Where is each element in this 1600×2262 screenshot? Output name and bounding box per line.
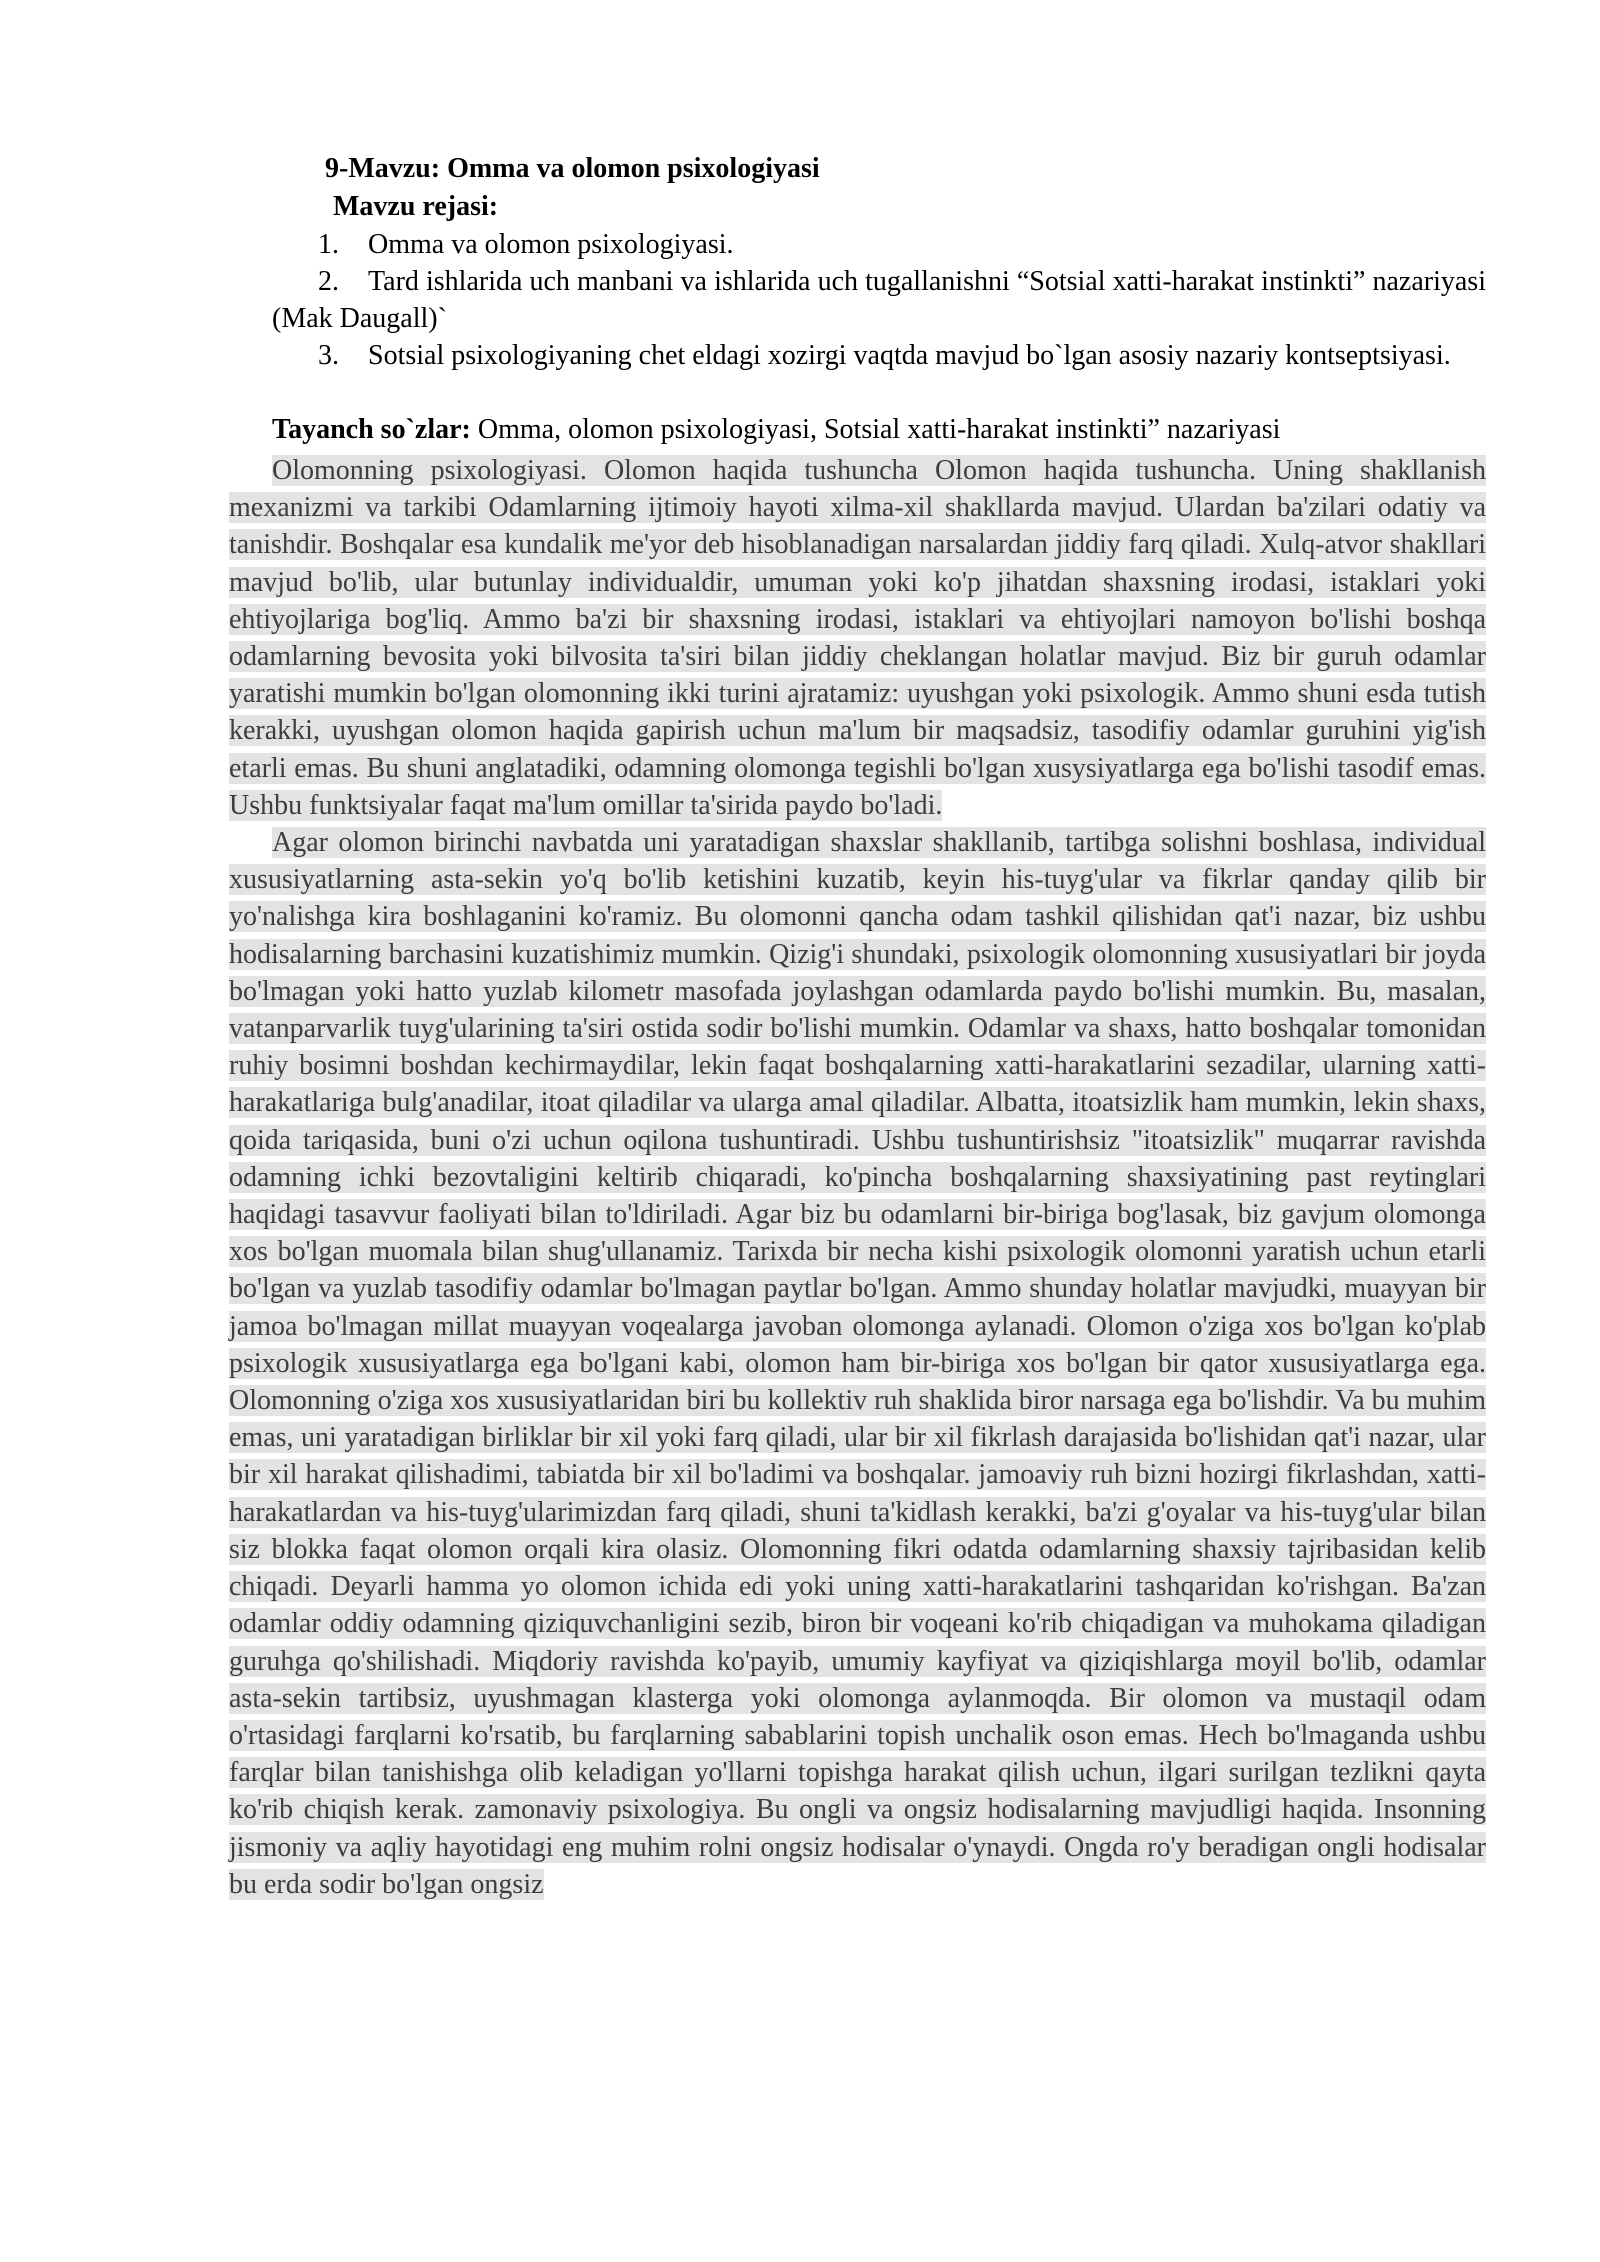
body-text <box>229 452 1486 1903</box>
plan-item-number: 1. <box>318 229 339 260</box>
page-title: 9-Mavzu: Omma va olomon psixologiyasi <box>325 153 820 184</box>
plan-item-text: Omma va olomon psixologiyasi. <box>368 229 734 260</box>
plan-item <box>272 226 1486 263</box>
plan-item <box>272 263 1486 337</box>
keywords-label: Tayanch so`zlar: <box>272 414 471 445</box>
plan-item-number: 3. <box>318 340 339 371</box>
plan-item-text: Sotsial psixologiyaning chet eldagi xozirgi vaqtda mavjud bo`lgan asosiy nazariy kontseptsiyasi. <box>368 340 1451 371</box>
plan-item <box>272 337 1486 374</box>
plan-item-text: Tard ishlarida uch manbani va ishlarida uch tugallanishni “Sotsial xatti-harakat instinkti” nazariyasi (Mak Daugall)` <box>272 266 1486 334</box>
body-paragraph <box>229 452 1486 824</box>
highlighted-paragraph-text: Olomonning psixologiyasi. Olomon haqida tushuncha Olomon haqida tushuncha. Uning shakllanish mexanizmi va tarkibi Odamlarning ijtimoiy hayoti xilma-xil shakllarda mavjud. Ulardan ba'zilari odatiy va tanishdir. Boshqalar esa kundalik me'yor deb hisoblanadigan narsalardan jiddiy farq qiladi. Xulq-atvor shakllari mavjud bo'lib, ular butunlay individualdir, umuman yoki ko'p jihatdan shaxsning irodasi, istaklari yoki ehtiyojlariga bog'liq. Ammo ba'zi bir shaxsning irodasi, istaklari va ehtiyojlari namoyon bo'lishi boshqa odamlarning bevosita yoki bilvosita ta'siri bilan jiddiy cheklangan holatlar mavjud. Biz bir guruh odamlar yaratishi mumkin bo'lgan olomonning ikki turini ajratamiz: uyushgan yoki psixologik. Ammo shuni esda tutish kerakki, uyushgan olomon haqida gapirish uchun ma'lum bir maqsadsiz, tasodifiy odamlar guruhini yig'ish etarli emas. Bu shuni anglatadiki, odamning olomonga tegishli bo'lgan xusysiyatlarga ega bo'lishi tasodif emas. Ushbu funktsiyalar faqat ma'lum omillar ta'sirida paydo bo'ladi. <box>229 455 1486 821</box>
plan-item-number: 2. <box>318 266 339 297</box>
body-paragraph <box>229 824 1486 1903</box>
keywords-text: Omma, olomon psixologiyasi, Sotsial xatti-harakat instinkti” nazariyasi <box>470 414 1281 445</box>
plan-list <box>272 226 1486 374</box>
plan-heading: Mavzu rejasi: <box>333 191 499 222</box>
highlighted-paragraph-text: Agar olomon birinchi navbatda uni yaratadigan shaxslar shakllanib, tartibga solishni boshlasa, individual xususiyatlarning asta-sekin yo'q bo'lib ketishini kuzatib, keyin his-tuyg'ular va fikrlar qanday qilib bir yo'nalishga kira boshlaganini ko'ramiz. Bu olomonni qancha odam tashkil qilishidan qat'i nazar, biz ushbu hodisalarning barchasini kuzatishimiz mumkin. Qizig'i shundaki, psixologik olomonning xususiyatlari bir joyda bo'lmagan yoki hatto yuzlab kilometr masofada joylashgan odamlarda paydo bo'lishi mumkin. Bu, masalan, vatanparvarlik tuyg'ularining ta'siri ostida sodir bo'lishi mumkin. Odamlar va shaxs, hatto boshqalar tomonidan ruhiy bosimni boshdan kechirmaydilar, lekin faqat boshqalarning xatti-harakatlarini sezadilar, ularning xatti-harakatlariga bulg'anadilar, itoat qiladilar va ularga amal qiladilar. Albatta, itoatsizlik ham mumkin, lekin shaxs, qoida tariqasida, buni o'zi uchun oqilona tushuntiradi. Ushbu tushuntirishsiz "itoatsizlik" muqarrar ravishda odamning ichki bezovtaligini keltirib chiqaradi, ko'pincha boshqalarning shaxsiyatining past reytinglari haqidagi tasavvur faoliyati bilan to'ldiriladi. Agar biz bu odamlarni bir-biriga bog'lasak, biz gavjum olomonga xos bo'lgan muomala bilan shug'ullanamiz. Tarixda bir necha kishi psixologik olomonni yaratish uchun etarli bo'lgan va yuzlab tasodifiy odamlar bo'lmagan paytlar bo'lgan. Ammo shunday holatlar mavjudki, muayyan bir jamoa bo'lmagan millat muayyan voqealarga javoban olomonga aylanadi. Olomon o'ziga xos bo'lgan ko'plab psixologik xususiyatlarga ega bo'lgani kabi, olomon ham bir-biriga xos bo'lgan bir qator xususiyatlarga ega. Olomonning o'ziga xos xususiyatlaridan biri bu kollektiv ruh shaklida biror narsaga ega bo'lishdir. Va bu muhim emas, uni yaratadigan birliklar bir xil yoki farq qiladi, ular bir xil fikrlash darajasida bo'lishidan qat'i nazar, ular bir xil harakat qilishadimi, tabiatda bir xil bo'ladimi va boshqalar. jamoaviy ruh bizni hozirgi fikrlashdan, xatti-harakatlardan va his-tuyg'ularimizdan farq qiladi, shuni ta'kidlash kerakki, ba'zi g'oyalar va his-tuyg'ular bilan siz blokka faqat olomon orqali kira olasiz. Olomonning fikri odatda odamlarning shaxsiy tajribasidan kelib chiqadi. Deyarli hamma yo olomon ichida edi yoki uning xatti-harakatlarini tashqaridan ko'rishgan. Ba'zan odamlar oddiy odamning qiziquvchanligini sezib, biron bir voqeani ko'rib chiqadigan va muhokama qiladigan guruhga qo'shilishadi. Miqdoriy ravishda ko'payib, umumiy kayfiyat va qiziqishlarga moyil bo'lib, odamlar asta-sekin tartibsiz, uyushmagan klasterga yoki olomonga aylanmoqda. Bir olomon va mustaqil odam o'rtasidagi farqlarni ko'rsatib, bu farqlarning sabablarini topish unchalik oson emas. Hech bo'lmaganda ushbu farqlar bilan tanishishga olib keladigan yo'llarni topishga harakat qilish uchun, ilgari surilgan tezlikni qayta ko'rib chiqish kerak. zamonaviy psixologiya. Bu ongli va ongsiz hodisalarning mavjudligi haqida. Insonning jismoniy va aqliy hayotidagi eng muhim rolni ongsiz hodisalar o'ynaydi. Ongda ro'y beradigan ongli hodisalar bu erda sodir bo'lgan ongsiz <box>229 827 1486 1900</box>
keywords-line <box>272 411 1486 448</box>
